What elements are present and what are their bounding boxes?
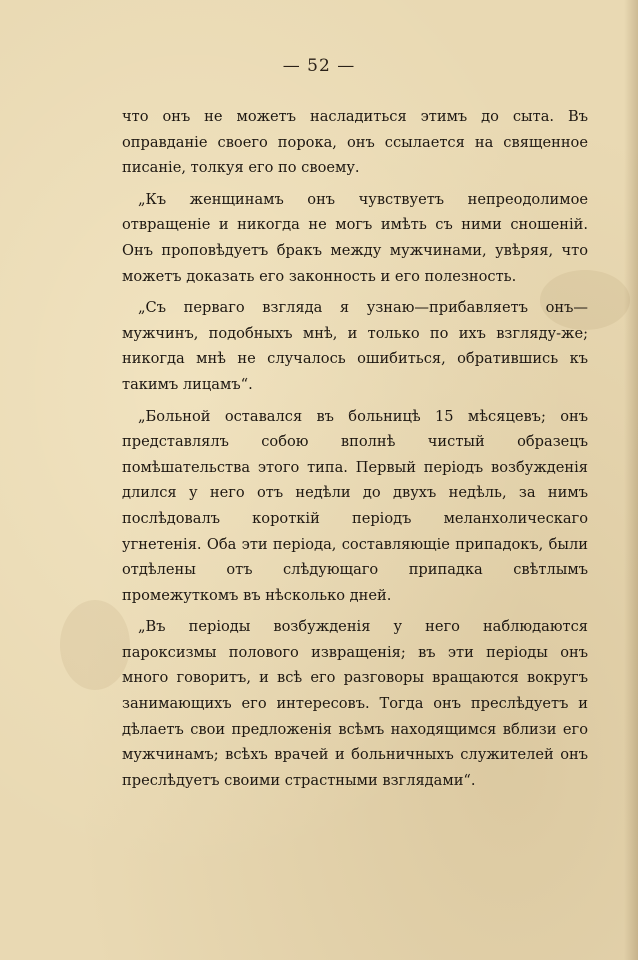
paragraph: „Съ перваго взгляда я узнаю—прибавляетъ онъ—мужчинъ, подобныхъ мнѣ, и только по ихъ взгляду-же; никогда мнѣ не случалось ошибиться, обратившись къ такимъ лицамъ“. <box>122 299 588 393</box>
paragraph: что онъ не можетъ насладиться этимъ до сыта. Въ оправданіе своего порока, онъ ссылается на священное писаніе, толкуя его по своему. <box>122 108 588 177</box>
page-edge-shadow <box>624 0 638 960</box>
paragraph: „Къ женщинамъ онъ чувствуетъ непреодолимое отвращеніе и никогда не могъ имѣть съ ними сношеній. Онъ проповѣдуетъ бракъ между мужчинами, увѣряя, что можетъ доказать его законность и его полезность. <box>122 190 588 285</box>
body-text <box>122 104 588 799</box>
paper-stain <box>60 600 130 690</box>
page-number: — 52 — <box>282 56 356 76</box>
paragraph: „Больной оставался въ больницѣ 15 мѣсяцевъ; онъ представлялъ собою вполнѣ чистый образецъ помѣшательства этого типа. Первый періодъ возбужденія длился у него отъ недѣли до двухъ недѣль, за нимъ послѣдовалъ короткій періодъ меланхолическаго угнетенія. Оба эти періода, составляющіе припадокъ, были отдѣлены отъ слѣдующаго припадка свѣтлымъ промежуткомъ въ нѣсколько дней. <box>122 407 588 604</box>
paragraph: „Въ періоды возбужденія у него наблюдаются пароксизмы полового извращенія; въ эти періоды онъ много говоритъ, и всѣ его разговоры вращаются вокругъ занимающихъ его интересовъ. Тогда онъ преслѣдуетъ и дѣлаетъ свои предложенія всѣмъ находящимся вблизи его мужчинамъ; всѣхъ врачей и больничныхъ служителей онъ преслѣдуетъ своими страстными взглядами“. <box>122 618 588 789</box>
